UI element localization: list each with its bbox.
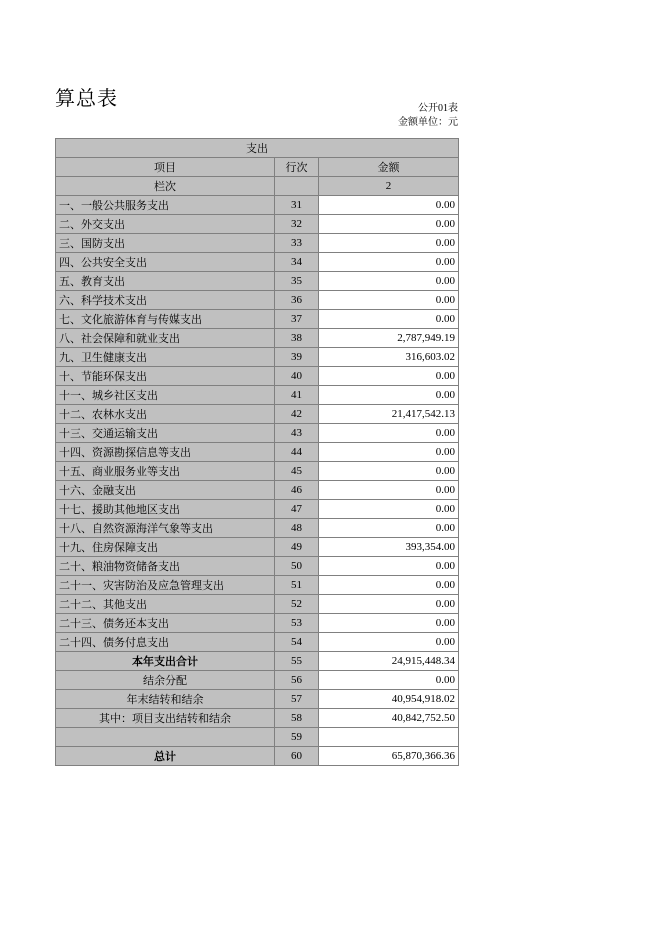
table-row	[56, 671, 459, 690]
row-line-number: 57	[275, 690, 319, 709]
table-row	[56, 424, 459, 443]
row-amount	[319, 728, 459, 747]
table-row	[56, 747, 459, 766]
table-row	[56, 348, 459, 367]
row-line-number: 53	[275, 614, 319, 633]
row-line-number: 43	[275, 424, 319, 443]
table-section-header-row	[56, 139, 459, 158]
column-header-amount: 金额	[319, 158, 459, 177]
column-header-item: 项目	[56, 158, 275, 177]
row-line-number: 34	[275, 253, 319, 272]
row-amount: 0.00	[319, 519, 459, 538]
row-amount: 65,870,366.36	[319, 747, 459, 766]
row-line-number: 39	[275, 348, 319, 367]
row-line-number: 41	[275, 386, 319, 405]
row-amount: 2,787,949.19	[319, 329, 459, 348]
row-item-label: 四、公共安全支出	[56, 253, 275, 272]
row-amount: 0.00	[319, 196, 459, 215]
row-item-label: 十九、住房保障支出	[56, 538, 275, 557]
table-row	[56, 196, 459, 215]
row-amount: 0.00	[319, 424, 459, 443]
row-amount: 0.00	[319, 367, 459, 386]
row-amount: 0.00	[319, 234, 459, 253]
row-line-number: 59	[275, 728, 319, 747]
row-line-number: 35	[275, 272, 319, 291]
row-amount: 0.00	[319, 291, 459, 310]
row-amount: 0.00	[319, 310, 459, 329]
row-amount: 0.00	[319, 500, 459, 519]
row-item-label: 六、科学技术支出	[56, 291, 275, 310]
table-row	[56, 557, 459, 576]
row-line-number: 58	[275, 709, 319, 728]
row-line-number: 37	[275, 310, 319, 329]
table-row	[56, 519, 459, 538]
page-title: 算总表	[55, 88, 118, 110]
row-amount: 0.00	[319, 215, 459, 234]
row-line-number: 31	[275, 196, 319, 215]
table-row	[56, 329, 459, 348]
row-amount: 0.00	[319, 386, 459, 405]
row-line-number: 46	[275, 481, 319, 500]
row-item-label: 一、一般公共服务支出	[56, 196, 275, 215]
table-row	[56, 272, 459, 291]
row-amount: 0.00	[319, 272, 459, 291]
row-amount: 40,954,918.02	[319, 690, 459, 709]
table-row	[56, 443, 459, 462]
row-line-number: 50	[275, 557, 319, 576]
row-amount: 0.00	[319, 253, 459, 272]
row-item-label: 十、节能环保支出	[56, 367, 275, 386]
table-row	[56, 633, 459, 652]
row-amount: 24,915,448.34	[319, 652, 459, 671]
row-item-label: 二、外交支出	[56, 215, 275, 234]
row-item-label: 七、文化旅游体育与传媒支出	[56, 310, 275, 329]
form-number: 公开01表	[418, 103, 458, 114]
table-row	[56, 576, 459, 595]
expenditure-table	[55, 138, 459, 766]
row-amount: 0.00	[319, 481, 459, 500]
row-line-number: 36	[275, 291, 319, 310]
row-amount: 0.00	[319, 576, 459, 595]
row-line-number: 33	[275, 234, 319, 253]
row-line-number: 40	[275, 367, 319, 386]
section-header-cell: 支出	[56, 139, 459, 158]
table-row	[56, 709, 459, 728]
row-item-label: 九、卫生健康支出	[56, 348, 275, 367]
row-amount: 0.00	[319, 633, 459, 652]
row-item-label: 其中：项目支出结转和结余	[56, 709, 275, 728]
row-item-label: 三、国防支出	[56, 234, 275, 253]
table-row	[56, 386, 459, 405]
row-line-number: 55	[275, 652, 319, 671]
row-item-label: 本年支出合计	[56, 652, 275, 671]
table-row	[56, 500, 459, 519]
column-code-amount: 2	[319, 177, 459, 196]
row-line-number: 56	[275, 671, 319, 690]
document-meta	[398, 102, 458, 130]
row-line-number: 52	[275, 595, 319, 614]
table-row	[56, 652, 459, 671]
row-item-label: 总计	[56, 747, 275, 766]
row-amount: 316,603.02	[319, 348, 459, 367]
row-line-number: 60	[275, 747, 319, 766]
row-line-number: 54	[275, 633, 319, 652]
row-item-label: 二十二、其他支出	[56, 595, 275, 614]
row-item-label: 年末结转和结余	[56, 690, 275, 709]
row-item-label: 十一、城乡社区支出	[56, 386, 275, 405]
row-line-number: 44	[275, 443, 319, 462]
table-row	[56, 310, 459, 329]
row-item-label: 十七、援助其他地区支出	[56, 500, 275, 519]
row-amount: 0.00	[319, 557, 459, 576]
row-line-number: 45	[275, 462, 319, 481]
table-row	[56, 367, 459, 386]
table-row	[56, 215, 459, 234]
row-item-label: 二十三、债务还本支出	[56, 614, 275, 633]
row-line-number: 32	[275, 215, 319, 234]
row-line-number: 38	[275, 329, 319, 348]
amount-unit-note: 金额单位：元	[398, 117, 458, 128]
table-row	[56, 614, 459, 633]
table-row	[56, 462, 459, 481]
column-code-line	[275, 177, 319, 196]
table-row	[56, 538, 459, 557]
row-item-label	[56, 728, 275, 747]
row-line-number: 42	[275, 405, 319, 424]
row-item-label: 十三、交通运输支出	[56, 424, 275, 443]
row-item-label: 八、社会保障和就业支出	[56, 329, 275, 348]
row-amount: 0.00	[319, 462, 459, 481]
row-item-label: 二十一、灾害防治及应急管理支出	[56, 576, 275, 595]
row-amount: 40,842,752.50	[319, 709, 459, 728]
row-line-number: 48	[275, 519, 319, 538]
table-row	[56, 253, 459, 272]
table-row	[56, 595, 459, 614]
row-item-label: 结余分配	[56, 671, 275, 690]
row-item-label: 十八、自然资源海洋气象等支出	[56, 519, 275, 538]
table-row	[56, 405, 459, 424]
table-row	[56, 291, 459, 310]
table-column-code-row	[56, 177, 459, 196]
row-amount: 21,417,542.13	[319, 405, 459, 424]
row-item-label: 二十四、债务付息支出	[56, 633, 275, 652]
row-item-label: 十二、农林水支出	[56, 405, 275, 424]
row-item-label: 十四、资源勘探信息等支出	[56, 443, 275, 462]
row-line-number: 49	[275, 538, 319, 557]
table-column-header-row	[56, 158, 459, 177]
row-line-number: 47	[275, 500, 319, 519]
row-item-label: 十六、金融支出	[56, 481, 275, 500]
table-row	[56, 728, 459, 747]
table-row	[56, 234, 459, 253]
row-item-label: 二十、粮油物资储备支出	[56, 557, 275, 576]
table-row	[56, 690, 459, 709]
table-row	[56, 481, 459, 500]
row-amount: 0.00	[319, 614, 459, 633]
row-amount: 0.00	[319, 443, 459, 462]
column-header-line: 行次	[275, 158, 319, 177]
row-item-label: 十五、商业服务业等支出	[56, 462, 275, 481]
row-amount: 0.00	[319, 671, 459, 690]
column-code-label: 栏次	[56, 177, 275, 196]
row-line-number: 51	[275, 576, 319, 595]
row-amount: 0.00	[319, 595, 459, 614]
row-item-label: 五、教育支出	[56, 272, 275, 291]
row-amount: 393,354.00	[319, 538, 459, 557]
